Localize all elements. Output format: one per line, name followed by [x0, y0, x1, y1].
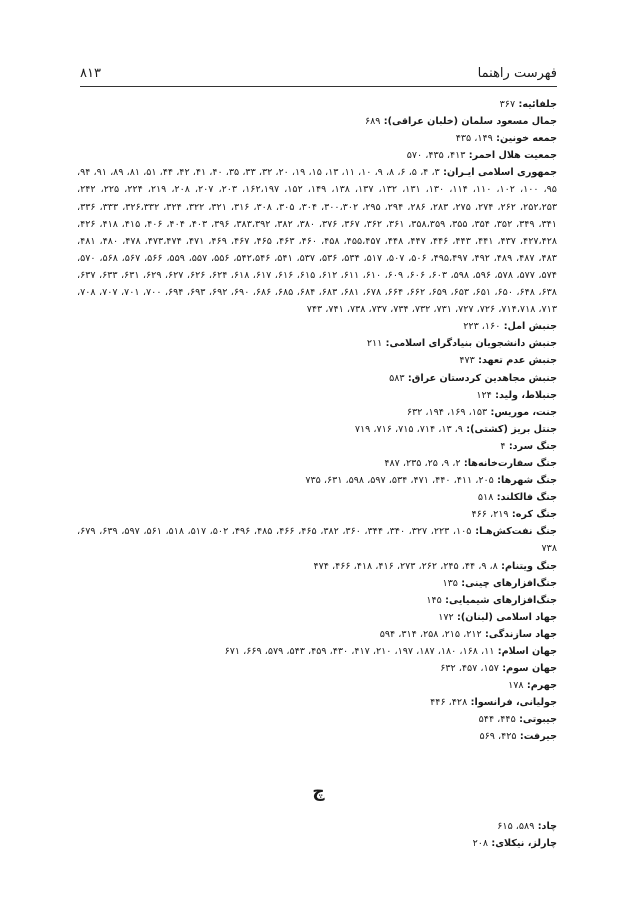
index-entry: جهرم: ۱۷۸	[508, 680, 557, 692]
index-pages: ۵۸۹، ۶۱۵	[497, 821, 535, 832]
index-entry: جیرفت: ۴۲۵، ۵۶۹	[479, 731, 557, 743]
index-list-section-2	[77, 818, 557, 852]
index-pages: ۲۱۲، ۲۱۵، ۲۵۸، ۳۱۴، ۵۹۴	[379, 628, 482, 640]
index-term: جیبوتی	[522, 714, 557, 726]
index-term: چاد	[541, 821, 557, 832]
index-entry: جهاد سازندگی: ۲۱۲، ۲۱۵، ۲۵۸، ۳۱۴، ۵۹۴	[379, 628, 557, 640]
index-term: جنبش عدم تعهد	[481, 355, 557, 367]
index-entry: جنگ سفارت‌خانه‌ها: ۲، ۹، ۲۵، ۲۳۵، ۴۸۷	[384, 457, 557, 469]
index-entry: چارلز، نیکلای: ۲۰۸	[472, 838, 557, 850]
index-term: جولیانی، فرانسوا	[474, 697, 557, 709]
index-entry: جنبش مجاهدین کردستان عراق: ۵۸۳	[389, 372, 557, 384]
index-entry: جمال مسعود سلمان (خلبان عراقی): ۶۸۹	[364, 116, 557, 128]
index-term: جمال مسعود سلمان (خلبان عراقی)	[387, 116, 557, 128]
index-entry: جنگ شهرها: ۲۰۵، ۴۱۱، ۴۴۰، ۴۷۱، ۵۳۴، ۵۹۷، ۵۹۸، ۶۳۱، ۷۳۵	[305, 475, 557, 487]
index-entry: جنبش امل: ۱۶۰، ۲۲۳	[463, 321, 557, 333]
index-entry: جمعیت هلال احمر: ۴۱۳، ۴۳۵، ۵۷۰	[406, 150, 557, 162]
index-entry: جهاد اسلامی (لبنان): ۱۷۲	[438, 611, 557, 623]
index-entry: چاد: ۵۸۹، ۶۱۵	[497, 821, 557, 832]
index-term: جنتل بریز (کشتی)	[470, 423, 557, 435]
index-entry: جنتل بریز (کشتی): ۹، ۱۳، ۷۱۴، ۷۱۵، ۷۱۶، ۷۱۹	[354, 423, 557, 435]
index-pages: ۴۲۵، ۵۶۹	[479, 731, 517, 743]
index-term: جهرم	[530, 680, 557, 692]
index-pages: ۲۱۹، ۴۶۶	[471, 509, 509, 521]
index-entry: جیبوتی: ۴۴۵، ۵۴۴	[478, 714, 557, 726]
index-pages: ۲۰۵، ۴۱۱، ۴۴۰، ۴۷۱، ۵۳۴، ۵۹۷، ۵۹۸، ۶۳۱، ۷۳۵	[305, 475, 494, 487]
index-entry: جنگ کره: ۲۱۹، ۴۶۶	[471, 509, 557, 521]
index-term: جنگ فالکلند	[500, 492, 557, 504]
index-pages: ۱۱، ۱۶۸، ۱۸۰، ۱۸۷، ۱۹۷، ۲۱۰، ۴۱۷، ۴۳۰، ۴۵۹، ۵۴۳، ۵۷۹، ۶۶۹، ۶۷۱	[224, 646, 495, 657]
index-term: جنگ کره	[515, 509, 557, 521]
index-term: جنگ سرد	[512, 440, 557, 452]
page-number: ۸۱۳	[80, 66, 101, 81]
index-term: جهان اسلام	[501, 646, 557, 657]
index-term: جنگ سفارت‌خانه‌ها	[467, 457, 557, 469]
index-pages: ۴۲۸، ۴۴۶	[430, 697, 468, 709]
index-term: جنبش امل	[507, 321, 557, 333]
index-entry: جهان اسلام: ۱۱، ۱۶۸، ۱۸۰، ۱۸۷، ۱۹۷، ۲۱۰، ۴۱۷، ۴۳۰، ۴۵۹، ۵۴۳، ۵۷۹، ۶۶۹، ۶۷۱	[224, 646, 557, 657]
index-pages: ۳، ۴، ۵، ۶، ۸، ۹، ۱۰، ۱۱، ۱۳، ۱۵، ۱۹، ۲۰، ۳۲، ۳۳، ۳۵، ۴۰، ۴۱، ۴۲، ۴۴، ۵۱، ۸۱، ۸۹، ۹۱، ۹۴، ۹۵، ۱۰۰، ۱۰۲، ۱۱۰، ۱۱۴، ۱۳۰، ۱۳۱، ۱۳۲، ۱۳۷، ۱۳۸، ۱۴۹، ۱۵۲، ۱۶۲،۱۹۷، ۲۰۳، ۲۰۷، ۲۰۸، ۲۱۹، ۲۲۴، ۲۲۵، ۲۴۲، ۲۵۲،۲۵۳، ۲۶۲، ۲۷۴، ۲۷۵، ۲۸۳، ۲۸۶، ۲۹۴، ۲۹۵، ۳۰۰،۳۰۲، ۳۰۴، ۳۰۵، ۳۰۸، ۳۱۶، ۳۲۱، ۳۲۲، ۳۲۴، ۳۲۶،۳۳۲، ۳۳۳، ۳۳۶، ۳۴۱، ۳۴۹، ۳۵۲، ۳۵۴، ۳۵۵، ۳۵۸،۳۵۹، ۳۶۱، ۳۶۲، ۳۶۷، ۳۷۶، ۳۸۰، ۳۸۲، ۳۸۳،۳۹۲، ۳۹۶، ۴۰۳، ۴۰۴، ۴۰۶، ۴۱۵، ۴۱۸، ۴۲۶، ۴۲۷،۴۲۸، ۴۳۷، ۴۴۱، ۴۴۳، ۴۴۶، ۴۴۷، ۴۴۸، ۴۵۵،۴۵۷، ۴۵۸، ۴۶۰، ۴۶۳، ۴۶۵، ۴۶۷، ۴۶۹، ۴۷۱، ۴۷۳،۴۷۴، ۴۷۸، ۴۸۰، ۴۸۱، ۴۸۳، ۴۸۷، ۴۸۹، ۴۹۲، ۴۹۵،۴۹۷، ۵۰۶، ۵۰۷، ۵۱۷، ۵۳۴، ۵۳۶، ۵۳۷، ۵۴۱، ۵۴۲،۵۴۶، ۵۵۶، ۵۵۷، ۵۵۹، ۵۶۶، ۵۶۷، ۵۶۸، ۵۷۰، ۵۷۴، ۵۷۷، ۵۷۸، ۵۹۶، ۵۹۸، ۶۰۳، ۶۰۶، ۶۰۹، ۶۱۰، ۶۱۱، ۶۱۲، ۶۱۵، ۶۱۶، ۶۱۷، ۶۱۸، ۶۲۴، ۶۲۶، ۶۲۷، ۶۲۹، ۶۳۱، ۶۳۳، ۶۳۷، ۶۳۸، ۶۴۸، ۶۵۰، ۶۵۱، ۶۵۳، ۶۵۹، ۶۶۲، ۶۶۴، ۶۷۸، ۶۸۱، ۶۸۳، ۶۸۴، ۶۸۵، ۶۸۶، ۶۹۰، ۶۹۲، ۶۹۳، ۶۹۴، ۷۰۰، ۷۰۱، ۷۰۷، ۷۰۸، ۷۱۳، ۷۱۴،۷۱۸، ۷۲۶، ۷۲۷، ۷۳۱، ۷۳۲، ۷۳۴، ۷۳۷، ۷۳۸، ۷۴۱، ۷۴۳	[77, 167, 558, 316]
index-pages: ۱۶۰، ۲۲۳	[463, 321, 501, 333]
index-pages: ۱۴۹، ۴۳۵	[455, 133, 493, 145]
index-entry: جنگ ویتنام: ۸، ۹، ۴۴، ۲۴۵، ۲۶۲، ۲۷۳، ۴۱۶، ۴۱۸، ۴۶۶، ۴۷۴	[313, 560, 557, 572]
index-pages: ۱۳۵	[442, 577, 458, 589]
index-term: جیرفت	[523, 731, 557, 743]
index-pages: ۱۵۷، ۴۵۷، ۶۳۲	[440, 663, 499, 675]
index-pages: ۴	[500, 440, 506, 452]
index-term: جنت، موریس	[494, 406, 557, 418]
index-pages: ۱۰۵، ۲۲۳، ۳۲۷، ۳۴۰، ۳۴۴، ۳۶۰، ۳۸۲، ۴۶۵، ۴۶۶، ۴۸۵، ۴۹۶، ۵۰۲، ۵۱۷، ۵۱۸، ۵۶۱، ۵۹۷، ۶۳۹، ۶۷۹، ۷۳۸	[77, 526, 557, 555]
index-term: جلفائیه	[522, 99, 557, 110]
index-term: جهان سوم	[506, 663, 557, 675]
index-pages: ۵۸۳	[389, 372, 405, 384]
index-term: جنبلاط، ولید	[498, 389, 557, 401]
index-list	[77, 96, 557, 746]
index-term: جنگ‌افزارهای چینی	[465, 577, 557, 589]
index-pages: ۳۶۷	[499, 99, 516, 110]
index-term: جنبش دانشجویان بنیادگرای اسلامی	[389, 338, 557, 350]
index-pages: ۲، ۹، ۲۵، ۲۳۵، ۴۸۷	[384, 457, 461, 469]
index-term: جمهوری اسلامی ایـران	[446, 167, 558, 179]
index-entry: جنگ فالکلند: ۵۱۸	[477, 492, 557, 504]
index-pages: ۱۷۲	[438, 611, 454, 623]
index-pages: ۲۰۸	[472, 838, 489, 850]
index-entry: جنبش عدم تعهد: ۴۷۳	[459, 355, 557, 367]
index-entry: جمهوری اسلامی ایـران: ۳، ۴، ۵، ۶، ۸، ۹، ۱۰، ۱۱، ۱۳، ۱۵، ۱۹، ۲۰، ۳۲، ۳۳، ۳۵، ۴۰، ۴۱، ۴۲، ۴۴، ۵۱، ۸۱، ۸۹، ۹۱، ۹۴، ۹۵، ۱۰۰، ۱۰۲، ۱۱۰، ۱۱۴، ۱۳۰، ۱۳۱، ۱۳۲، ۱۳۷، ۱۳۸، ۱۴۹، ۱۵۲، ۱۶۲،۱۹۷، ۲۰۳، ۲۰۷، ۲۰۸، ۲۱۹، ۲۲۴، ۲۲۵، ۲۴۲، ۲۵۲،۲۵۳، ۲۶۲، ۲۷۴، ۲۷۵، ۲۸۳، ۲۸۶، ۲۹۴، ۲۹۵، ۳۰۰،۳۰۲، ۳۰۴، ۳۰۵، ۳۰۸، ۳۱۶، ۳۲۱، ۳۲۲، ۳۲۴، ۳۲۶،۳۳۲، ۳۳۳، ۳۳۶، ۳۴۱، ۳۴۹، ۳۵۲، ۳۵۴، ۳۵۵، ۳۵۸،۳۵۹، ۳۶۱، ۳۶۲، ۳۶۷، ۳۷۶، ۳۸۰، ۳۸۲، ۳۸۳،۳۹۲، ۳۹۶، ۴۰۳، ۴۰۴، ۴۰۶، ۴۱۵، ۴۱۸، ۴۲۶، ۴۲۷،۴۲۸، ۴۳۷، ۴۴۱، ۴۴۳، ۴۴۶، ۴۴۷، ۴۴۸، ۴۵۵،۴۵۷، ۴۵۸، ۴۶۰، ۴۶۳، ۴۶۵، ۴۶۷، ۴۶۹، ۴۷۱، ۴۷۳،۴۷۴، ۴۷۸، ۴۸۰، ۴۸۱، ۴۸۳، ۴۸۷، ۴۸۹، ۴۹۲، ۴۹۵،۴۹۷، ۵۰۶، ۵۰۷، ۵۱۷، ۵۳۴، ۵۳۶، ۵۳۷، ۵۴۱، ۵۴۲،۵۴۶، ۵۵۶، ۵۵۷، ۵۵۹، ۵۶۶، ۵۶۷، ۵۶۸، ۵۷۰، ۵۷۴، ۵۷۷، ۵۷۸، ۵۹۶، ۵۹۸، ۶۰۳، ۶۰۶، ۶۰۹، ۶۱۰، ۶۱۱، ۶۱۲، ۶۱۵، ۶۱۶، ۶۱۷، ۶۱۸، ۶۲۴، ۶۲۶، ۶۲۷، ۶۲۹، ۶۳۱، ۶۳۳، ۶۳۷، ۶۳۸، ۶۴۸، ۶۵۰، ۶۵۱، ۶۵۳، ۶۵۹، ۶۶۲، ۶۶۴، ۶۷۸، ۶۸۱، ۶۸۳، ۶۸۴، ۶۸۵، ۶۸۶، ۶۹۰، ۶۹۲، ۶۹۳، ۶۹۴، ۷۰۰، ۷۰۱، ۷۰۷، ۷۰۸، ۷۱۳، ۷۱۴،۷۱۸، ۷۲۶، ۷۲۷، ۷۳۱، ۷۳۲، ۷۳۴، ۷۳۷، ۷۳۸، ۷۴۱، ۷۴۳	[77, 167, 558, 316]
index-entry: جنگ نفت‌کش‌هـا: ۱۰۵، ۲۲۳، ۳۲۷، ۳۴۰، ۳۴۴، ۳۶۰، ۳۸۲، ۴۶۵، ۴۶۶، ۴۸۵، ۴۹۶، ۵۰۲، ۵۱۷، ۵۱۸، ۵۶۱، ۵۹۷، ۶۳۹، ۶۷۹، ۷۳۸	[77, 526, 557, 555]
index-term: جنگ شهرها	[501, 475, 557, 487]
index-term: جهاد اسلامی (لبنان)	[460, 611, 557, 623]
index-term: جنگ ویتنام	[504, 560, 557, 572]
index-entry: جنگ سرد: ۴	[500, 440, 557, 452]
index-term: چارلز، نیکلای	[495, 838, 557, 850]
index-term: جهاد سازندگی	[488, 628, 557, 640]
index-pages: ۹، ۱۳، ۷۱۴، ۷۱۵، ۷۱۶، ۷۱۹	[354, 423, 463, 435]
index-pages: ۱۲۴	[476, 389, 492, 401]
index-pages: ۸، ۹، ۴۴، ۲۴۵، ۲۶۲، ۲۷۳، ۴۱۶، ۴۱۸، ۴۶۶، ۴۷۴	[313, 560, 498, 572]
index-term: جنبش مجاهدین کردستان عراق	[411, 372, 557, 384]
running-header-title: فهرست راهنما	[477, 66, 557, 81]
index-entry: جلفائیه: ۳۶۷	[499, 99, 557, 110]
index-pages: ۴۱۳، ۴۳۵، ۵۷۰	[406, 150, 466, 162]
index-pages: ۲۱۱	[366, 338, 383, 350]
index-pages: ۴۷۳	[459, 355, 475, 367]
section-letter-heading: چ	[312, 782, 325, 802]
index-entry: جهان سوم: ۱۵۷، ۴۵۷، ۶۳۲	[440, 663, 557, 675]
index-pages: ۵۱۸	[477, 492, 494, 504]
index-entry: جمعه خونین: ۱۴۹، ۴۳۵	[455, 133, 557, 145]
index-pages: ۴۴۵، ۵۴۴	[478, 714, 516, 726]
index-entry: جنبلاط، ولید: ۱۲۴	[476, 389, 557, 401]
index-entry: جولیانی، فرانسوا: ۴۲۸، ۴۴۶	[430, 697, 557, 709]
index-entry: جنت، موریس: ۱۵۳، ۱۶۹، ۱۹۴، ۶۳۲	[406, 406, 557, 418]
index-term: جمعیت هلال احمر	[472, 150, 557, 162]
index-pages: ۶۸۹	[364, 116, 381, 128]
index-term: جنگ نفت‌کش‌هـا	[479, 526, 557, 538]
index-pages: ۱۴۵	[426, 594, 442, 606]
index-term: جنگ‌افزارهای شیمیایی	[449, 594, 557, 606]
index-entry: جنبش دانشجویان بنیادگرای اسلامی: ۲۱۱	[366, 338, 557, 350]
index-entry: جنگ‌افزارهای چینی: ۱۳۵	[442, 577, 557, 589]
index-pages: ۱۵۳، ۱۶۹، ۱۹۴، ۶۳۲	[406, 406, 488, 418]
index-entry: جنگ‌افزارهای شیمیایی: ۱۴۵	[426, 594, 557, 606]
header-divider	[80, 86, 557, 87]
index-term: جمعه خونین	[499, 133, 557, 145]
index-pages: ۱۷۸	[508, 680, 524, 692]
